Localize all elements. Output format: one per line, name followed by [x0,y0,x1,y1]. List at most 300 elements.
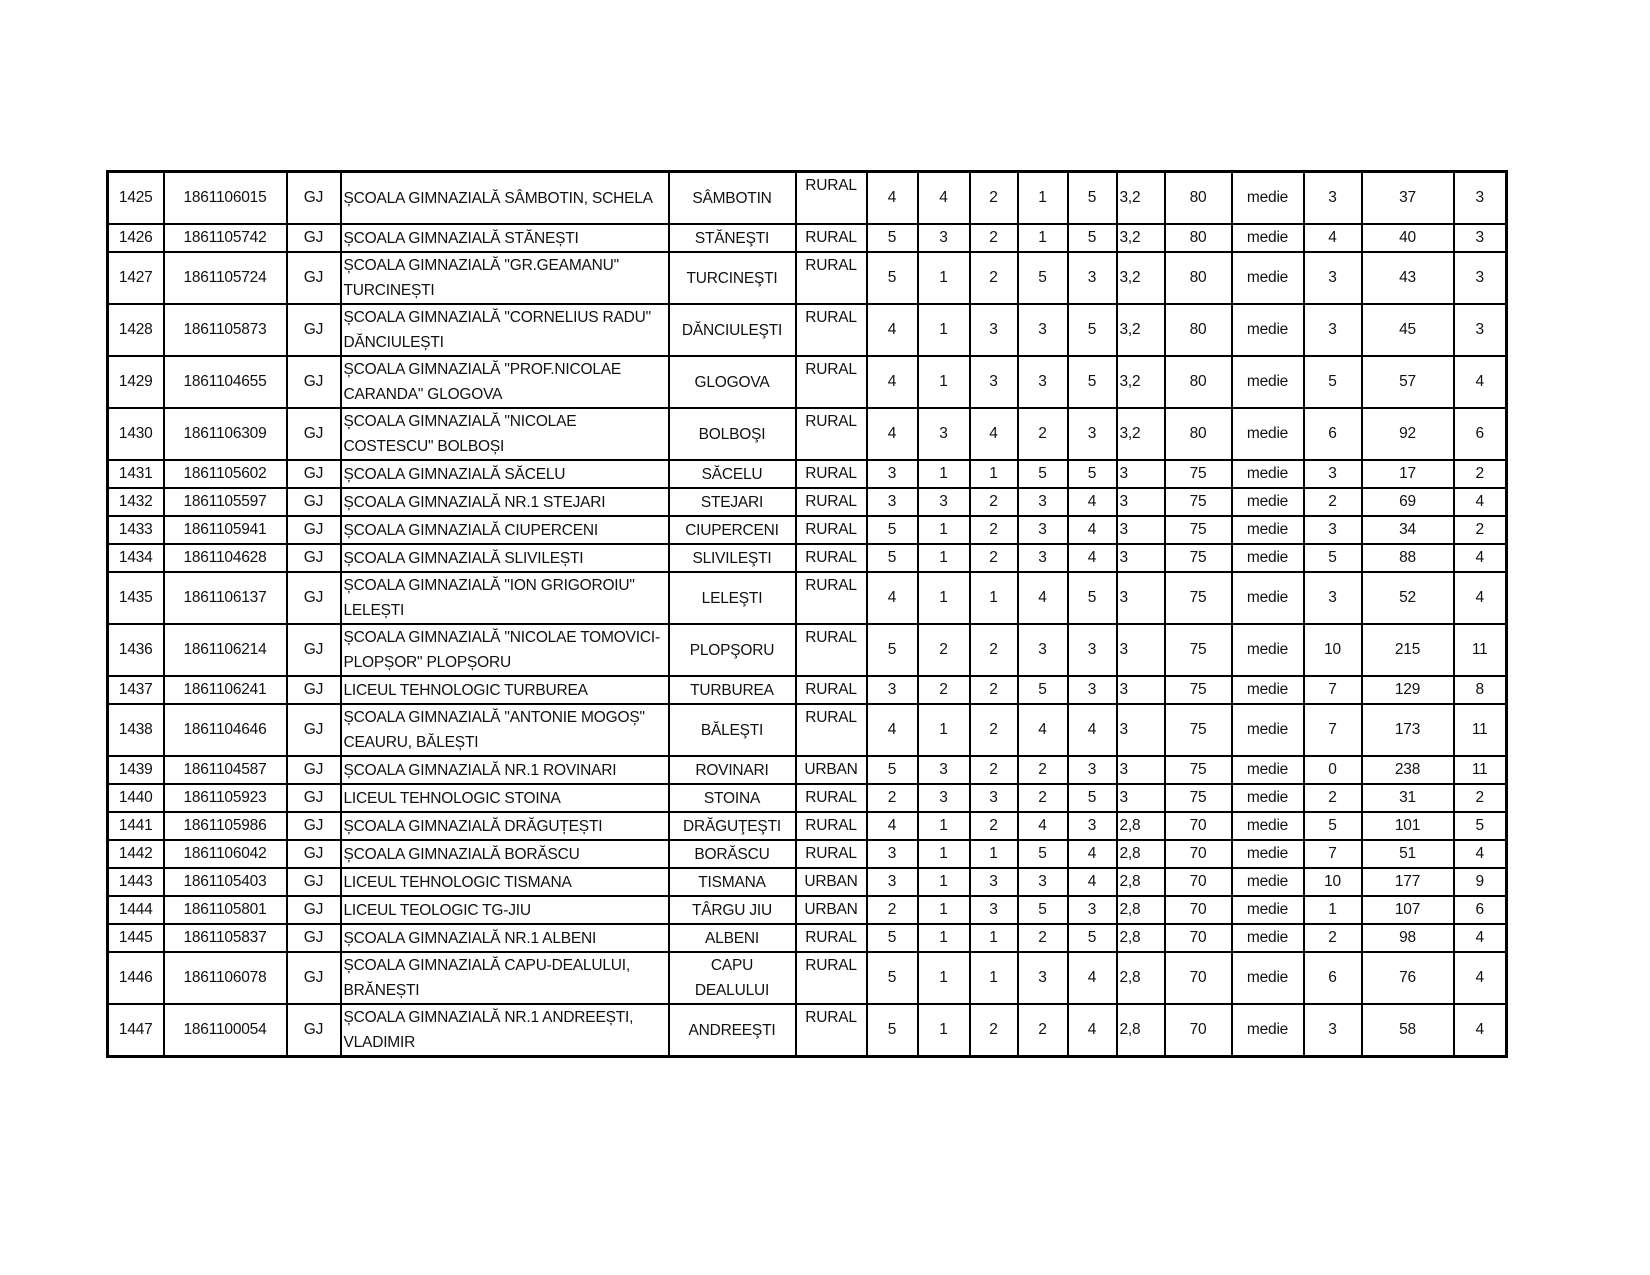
locality-cell: STOINA [669,784,796,812]
county-cell: GJ [287,1004,341,1057]
score-3-cell: 2 [970,624,1018,676]
value-c-cell: 4 [1454,572,1507,624]
score-2-cell: 1 [918,704,970,756]
table-row [108,544,1507,572]
score-1-cell: 2 [867,784,918,812]
county-cell: GJ [287,408,341,460]
county-cell: GJ [287,172,341,225]
value-a-cell: 3 [1304,516,1362,544]
score-5-cell: 3 [1068,624,1117,676]
value-a-cell: 3 [1304,172,1362,225]
level-cell: medie [1232,924,1304,952]
value-c-cell: 3 [1454,304,1507,356]
row-number-cell: 1431 [108,460,164,488]
locality-cell: BORĂSCU [669,840,796,868]
index-cell: 3 [1117,572,1165,624]
score-5-cell: 5 [1068,460,1117,488]
score-5-cell: 3 [1068,756,1117,784]
score-4-cell: 3 [1018,952,1068,1004]
school-code-cell: 1861104646 [164,704,287,756]
environment-cell: RURAL [796,488,867,516]
score-1-cell: 5 [867,544,918,572]
score-1-cell: 5 [867,624,918,676]
level-cell: medie [1232,1004,1304,1057]
table-row [108,572,1507,624]
level-cell: medie [1232,676,1304,704]
locality-cell: LELEŞTI [669,572,796,624]
value-a-cell: 3 [1304,572,1362,624]
points-cell: 80 [1165,304,1232,356]
level-cell: medie [1232,868,1304,896]
school-name-cell: ȘCOALA GIMNAZIALĂ SĂCELU [341,460,669,488]
table-row [108,356,1507,408]
score-2-cell: 1 [918,868,970,896]
value-b-cell: 177 [1362,868,1454,896]
locality-cell: TURCINEŞTI [669,252,796,304]
row-number-cell: 1438 [108,704,164,756]
value-a-cell: 2 [1304,784,1362,812]
table-row [108,172,1507,225]
value-c-cell: 2 [1454,460,1507,488]
table-row [108,840,1507,868]
score-3-cell: 2 [970,172,1018,225]
value-c-cell: 2 [1454,784,1507,812]
score-1-cell: 3 [867,840,918,868]
school-code-cell: 1861105403 [164,868,287,896]
locality-cell: CIUPERCENI [669,516,796,544]
score-1-cell: 5 [867,952,918,1004]
locality-cell: STEJARI [669,488,796,516]
environment-cell: RURAL [796,460,867,488]
environment-cell: URBAN [796,896,867,924]
index-cell: 3,2 [1117,172,1165,225]
index-cell: 3 [1117,516,1165,544]
score-5-cell: 4 [1068,704,1117,756]
county-cell: GJ [287,544,341,572]
school-name-cell: ȘCOALA GIMNAZIALĂ NR.1 ROVINARI [341,756,669,784]
school-code-cell: 1861106015 [164,172,287,225]
row-number-cell: 1446 [108,952,164,1004]
environment-cell: RURAL [796,172,867,225]
score-3-cell: 2 [970,1004,1018,1057]
level-cell: medie [1232,172,1304,225]
score-3-cell: 2 [970,676,1018,704]
score-2-cell: 1 [918,812,970,840]
score-2-cell: 1 [918,1004,970,1057]
value-a-cell: 6 [1304,408,1362,460]
locality-cell: GLOGOVA [669,356,796,408]
row-number-cell: 1435 [108,572,164,624]
index-cell: 3 [1117,704,1165,756]
index-cell: 3,2 [1117,224,1165,252]
row-number-cell: 1433 [108,516,164,544]
score-1-cell: 2 [867,896,918,924]
county-cell: GJ [287,304,341,356]
value-c-cell: 3 [1454,252,1507,304]
school-name-cell: ȘCOALA GIMNAZIALĂ "NICOLAE TOMOVICI- PLOPȘOR" PLOPȘORU [341,624,669,676]
score-1-cell: 4 [867,304,918,356]
value-a-cell: 3 [1304,304,1362,356]
locality-cell: BĂLEŞTI [669,704,796,756]
school-code-cell: 1861106309 [164,408,287,460]
value-a-cell: 7 [1304,676,1362,704]
value-a-cell: 5 [1304,812,1362,840]
level-cell: medie [1232,408,1304,460]
score-3-cell: 1 [970,572,1018,624]
county-cell: GJ [287,676,341,704]
school-code-cell: 1861100054 [164,1004,287,1057]
level-cell: medie [1232,896,1304,924]
value-b-cell: 58 [1362,1004,1454,1057]
locality-cell: DĂNCIULEŞTI [669,304,796,356]
index-cell: 3 [1117,756,1165,784]
score-2-cell: 1 [918,304,970,356]
school-code-cell: 1861105742 [164,224,287,252]
points-cell: 70 [1165,1004,1232,1057]
level-cell: medie [1232,304,1304,356]
score-5-cell: 4 [1068,1004,1117,1057]
school-name-cell: LICEUL TEHNOLOGIC STOINA [341,784,669,812]
score-3-cell: 2 [970,812,1018,840]
score-3-cell: 1 [970,952,1018,1004]
score-4-cell: 5 [1018,896,1068,924]
value-a-cell: 0 [1304,756,1362,784]
score-5-cell: 5 [1068,304,1117,356]
level-cell: medie [1232,624,1304,676]
value-b-cell: 238 [1362,756,1454,784]
score-5-cell: 4 [1068,544,1117,572]
row-number-cell: 1429 [108,356,164,408]
locality-cell: SĂCELU [669,460,796,488]
score-3-cell: 4 [970,408,1018,460]
score-3-cell: 3 [970,356,1018,408]
score-2-cell: 1 [918,840,970,868]
row-number-cell: 1425 [108,172,164,225]
school-name-cell: ȘCOALA GIMNAZIALĂ "CORNELIUS RADU" DĂNCIULEȘTI [341,304,669,356]
locality-cell: ALBENI [669,924,796,952]
county-cell: GJ [287,488,341,516]
score-5-cell: 4 [1068,840,1117,868]
locality-cell: PLOPŞORU [669,624,796,676]
school-code-cell: 1861105602 [164,460,287,488]
points-cell: 80 [1165,356,1232,408]
points-cell: 70 [1165,868,1232,896]
score-2-cell: 2 [918,624,970,676]
school-code-cell: 1861106241 [164,676,287,704]
locality-cell: STĂNEŞTI [669,224,796,252]
county-cell: GJ [287,704,341,756]
points-cell: 80 [1165,252,1232,304]
table-row [108,408,1507,460]
school-code-cell: 1861106042 [164,840,287,868]
value-a-cell: 3 [1304,252,1362,304]
points-cell: 70 [1165,924,1232,952]
score-3-cell: 1 [970,924,1018,952]
school-name-cell: ȘCOALA GIMNAZIALĂ NR.1 ANDREEȘTI, VLADIMIR [341,1004,669,1057]
score-4-cell: 3 [1018,488,1068,516]
value-b-cell: 107 [1362,896,1454,924]
score-5-cell: 3 [1068,252,1117,304]
level-cell: medie [1232,544,1304,572]
environment-cell: RURAL [796,924,867,952]
school-code-cell: 1861105941 [164,516,287,544]
value-a-cell: 3 [1304,1004,1362,1057]
score-1-cell: 3 [867,488,918,516]
points-cell: 70 [1165,840,1232,868]
row-number-cell: 1434 [108,544,164,572]
index-cell: 3,2 [1117,252,1165,304]
score-1-cell: 5 [867,252,918,304]
school-name-cell: ȘCOALA GIMNAZIALĂ STĂNEȘTI [341,224,669,252]
value-b-cell: 69 [1362,488,1454,516]
school-code-cell: 1861104655 [164,356,287,408]
locality-cell: TÂRGU JIU [669,896,796,924]
row-number-cell: 1440 [108,784,164,812]
row-number-cell: 1430 [108,408,164,460]
score-5-cell: 4 [1068,868,1117,896]
score-2-cell: 4 [918,172,970,225]
score-3-cell: 3 [970,784,1018,812]
table-row [108,784,1507,812]
school-code-cell: 1861105801 [164,896,287,924]
index-cell: 3 [1117,544,1165,572]
environment-cell: RURAL [796,704,867,756]
table-row [108,924,1507,952]
school-name-cell: ȘCOALA GIMNAZIALĂ "PROF.NICOLAE CARANDA" GLOGOVA [341,356,669,408]
index-cell: 3 [1117,624,1165,676]
table-row [108,460,1507,488]
value-b-cell: 34 [1362,516,1454,544]
score-4-cell: 4 [1018,812,1068,840]
score-2-cell: 1 [918,924,970,952]
points-cell: 80 [1165,224,1232,252]
score-1-cell: 4 [867,704,918,756]
value-a-cell: 5 [1304,544,1362,572]
row-number-cell: 1443 [108,868,164,896]
value-a-cell: 4 [1304,224,1362,252]
points-cell: 75 [1165,460,1232,488]
school-code-cell: 1861106214 [164,624,287,676]
score-2-cell: 1 [918,896,970,924]
school-name-cell: ȘCOALA GIMNAZIALĂ SLIVILEȘTI [341,544,669,572]
level-cell: medie [1232,812,1304,840]
score-3-cell: 2 [970,756,1018,784]
row-number-cell: 1437 [108,676,164,704]
locality-cell: TURBUREA [669,676,796,704]
value-c-cell: 4 [1454,840,1507,868]
index-cell: 3,2 [1117,304,1165,356]
index-cell: 3 [1117,784,1165,812]
index-cell: 3 [1117,676,1165,704]
school-name-cell: ȘCOALA GIMNAZIALĂ "ANTONIE MOGOȘ" CEAURU, BĂLEȘTI [341,704,669,756]
score-5-cell: 3 [1068,676,1117,704]
score-1-cell: 5 [867,516,918,544]
points-cell: 75 [1165,544,1232,572]
county-cell: GJ [287,252,341,304]
county-cell: GJ [287,572,341,624]
locality-cell: CAPU DEALULUI [669,952,796,1004]
value-c-cell: 11 [1454,756,1507,784]
value-c-cell: 4 [1454,952,1507,1004]
value-b-cell: 52 [1362,572,1454,624]
score-4-cell: 2 [1018,784,1068,812]
value-c-cell: 4 [1454,924,1507,952]
level-cell: medie [1232,224,1304,252]
value-c-cell: 2 [1454,516,1507,544]
environment-cell: RURAL [796,252,867,304]
score-2-cell: 1 [918,952,970,1004]
score-1-cell: 4 [867,356,918,408]
county-cell: GJ [287,624,341,676]
locality-cell: TISMANA [669,868,796,896]
table-row [108,756,1507,784]
score-1-cell: 5 [867,224,918,252]
value-a-cell: 2 [1304,924,1362,952]
school-name-cell: ȘCOALA GIMNAZIALĂ "ION GRIGOROIU" LELEȘTI [341,572,669,624]
score-2-cell: 1 [918,516,970,544]
score-4-cell: 2 [1018,408,1068,460]
level-cell: medie [1232,952,1304,1004]
level-cell: medie [1232,488,1304,516]
level-cell: medie [1232,704,1304,756]
score-5-cell: 3 [1068,896,1117,924]
school-name-cell: ȘCOALA GIMNAZIALĂ NR.1 STEJARI [341,488,669,516]
level-cell: medie [1232,252,1304,304]
points-cell: 75 [1165,704,1232,756]
score-4-cell: 5 [1018,460,1068,488]
value-c-cell: 8 [1454,676,1507,704]
level-cell: medie [1232,460,1304,488]
environment-cell: RURAL [796,544,867,572]
value-c-cell: 11 [1454,624,1507,676]
school-name-cell: ȘCOALA GIMNAZIALĂ "GR.GEAMANU" TURCINEȘTI [341,252,669,304]
school-name-cell: LICEUL TEHNOLOGIC TURBUREA [341,676,669,704]
school-code-cell: 1861105837 [164,924,287,952]
level-cell: medie [1232,784,1304,812]
row-number-cell: 1432 [108,488,164,516]
value-c-cell: 4 [1454,488,1507,516]
school-code-cell: 1861105597 [164,488,287,516]
environment-cell: RURAL [796,572,867,624]
score-4-cell: 2 [1018,924,1068,952]
index-cell: 2,8 [1117,840,1165,868]
county-cell: GJ [287,784,341,812]
county-cell: GJ [287,896,341,924]
score-3-cell: 2 [970,704,1018,756]
value-c-cell: 3 [1454,224,1507,252]
score-5-cell: 5 [1068,784,1117,812]
environment-cell: RURAL [796,304,867,356]
table-row [108,812,1507,840]
school-code-cell: 1861105923 [164,784,287,812]
county-cell: GJ [287,812,341,840]
county-cell: GJ [287,840,341,868]
score-1-cell: 5 [867,924,918,952]
value-a-cell: 5 [1304,356,1362,408]
score-3-cell: 1 [970,460,1018,488]
value-b-cell: 98 [1362,924,1454,952]
score-5-cell: 5 [1068,572,1117,624]
school-code-cell: 1861105986 [164,812,287,840]
score-5-cell: 3 [1068,812,1117,840]
table-row [108,224,1507,252]
locality-cell: ANDREEŞTI [669,1004,796,1057]
value-c-cell: 9 [1454,868,1507,896]
score-5-cell: 5 [1068,224,1117,252]
environment-cell: URBAN [796,756,867,784]
score-3-cell: 2 [970,516,1018,544]
score-3-cell: 2 [970,488,1018,516]
score-5-cell: 4 [1068,516,1117,544]
environment-cell: RURAL [796,516,867,544]
school-name-cell: ȘCOALA GIMNAZIALĂ NR.1 ALBENI [341,924,669,952]
row-number-cell: 1426 [108,224,164,252]
score-3-cell: 3 [970,304,1018,356]
school-name-cell: ȘCOALA GIMNAZIALĂ CIUPERCENI [341,516,669,544]
environment-cell: RURAL [796,624,867,676]
value-b-cell: 43 [1362,252,1454,304]
score-5-cell: 3 [1068,408,1117,460]
score-1-cell: 3 [867,460,918,488]
table-row [108,868,1507,896]
row-number-cell: 1444 [108,896,164,924]
points-cell: 75 [1165,572,1232,624]
row-number-cell: 1439 [108,756,164,784]
value-b-cell: 129 [1362,676,1454,704]
value-c-cell: 4 [1454,1004,1507,1057]
score-4-cell: 2 [1018,1004,1068,1057]
index-cell: 2,8 [1117,896,1165,924]
county-cell: GJ [287,356,341,408]
value-b-cell: 92 [1362,408,1454,460]
table-row [108,624,1507,676]
score-5-cell: 4 [1068,488,1117,516]
environment-cell: RURAL [796,784,867,812]
environment-cell: RURAL [796,1004,867,1057]
score-2-cell: 1 [918,572,970,624]
score-2-cell: 1 [918,544,970,572]
value-c-cell: 6 [1454,408,1507,460]
score-3-cell: 3 [970,896,1018,924]
level-cell: medie [1232,756,1304,784]
score-4-cell: 1 [1018,172,1068,225]
level-cell: medie [1232,516,1304,544]
table-body [108,172,1507,1057]
environment-cell: RURAL [796,224,867,252]
score-1-cell: 4 [867,572,918,624]
score-4-cell: 4 [1018,704,1068,756]
environment-cell: RURAL [796,952,867,1004]
table-row [108,252,1507,304]
value-a-cell: 6 [1304,952,1362,1004]
schools-table [106,170,1508,1058]
score-1-cell: 5 [867,756,918,784]
score-3-cell: 1 [970,840,1018,868]
environment-cell: URBAN [796,868,867,896]
value-b-cell: 17 [1362,460,1454,488]
score-5-cell: 4 [1068,952,1117,1004]
school-code-cell: 1861106078 [164,952,287,1004]
points-cell: 75 [1165,676,1232,704]
value-b-cell: 37 [1362,172,1454,225]
row-number-cell: 1447 [108,1004,164,1057]
score-2-cell: 2 [918,676,970,704]
value-a-cell: 3 [1304,460,1362,488]
table-row [108,952,1507,1004]
value-b-cell: 40 [1362,224,1454,252]
table-row [108,488,1507,516]
county-cell: GJ [287,924,341,952]
